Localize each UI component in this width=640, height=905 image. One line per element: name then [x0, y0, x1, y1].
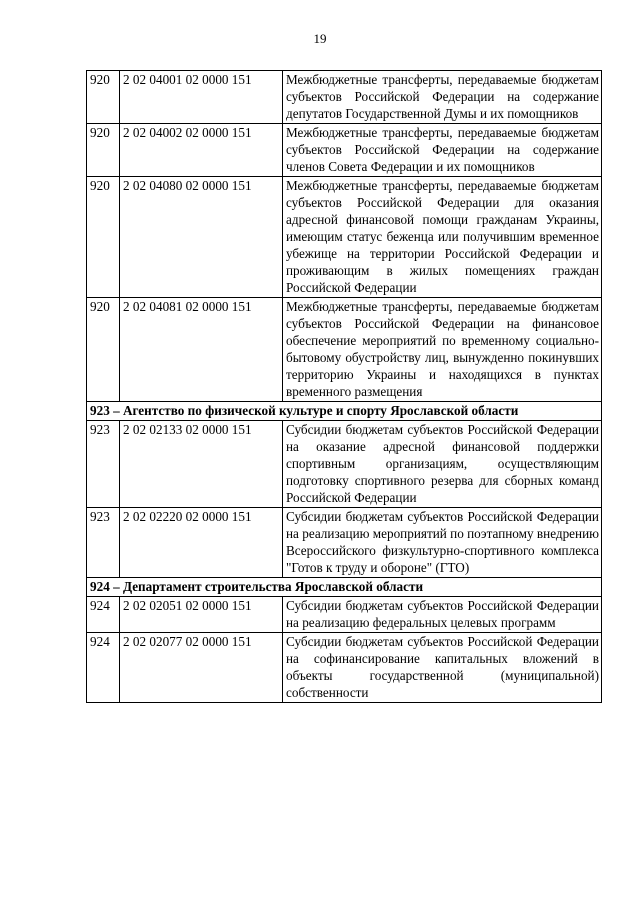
admin-code-cell: 923: [87, 508, 120, 578]
description-cell: Субсидии бюджетам субъектов Российской Федерации на софинансирование капитальных вложений в объекты государственной (муниципальной) собственности: [283, 633, 602, 703]
page-number: 19: [313, 31, 327, 46]
table-row: [87, 177, 602, 298]
table-row: [87, 124, 602, 177]
admin-code-cell: 920: [87, 177, 120, 298]
admin-code-cell: 920: [87, 71, 120, 124]
description-cell: Субсидии бюджетам субъектов Российской Федерации на реализацию федеральных целевых программ: [283, 597, 602, 633]
table-row: [87, 633, 602, 703]
section-header-row: [87, 578, 602, 597]
budget-code-cell: 2 02 02220 02 0000 151: [120, 508, 283, 578]
budget-code-cell: 2 02 04002 02 0000 151: [120, 124, 283, 177]
description-cell: Межбюджетные трансферты, передаваемые бюджетам субъектов Российской Федерации на содержание членов Совета Федерации и их помощников: [283, 124, 602, 177]
budget-code-cell: 2 02 02133 02 0000 151: [120, 421, 283, 508]
budget-classification-table: [86, 70, 602, 703]
description-cell: Межбюджетные трансферты, передаваемые бюджетам субъектов Российской Федерации на финансовое обеспечение мероприятий по временному социально-бытовому обустройству лиц, вынужденно покинувших территорию Украины и находящихся в пунктах временного размещения: [283, 298, 602, 402]
admin-code-cell: 920: [87, 298, 120, 402]
budget-code-cell: 2 02 04080 02 0000 151: [120, 177, 283, 298]
admin-code-cell: 924: [87, 597, 120, 633]
budget-code-cell: 2 02 02051 02 0000 151: [120, 597, 283, 633]
table-row: [87, 597, 602, 633]
table-row: [87, 298, 602, 402]
budget-code-cell: 2 02 02077 02 0000 151: [120, 633, 283, 703]
description-cell: Субсидии бюджетам субъектов Российской Федерации на оказание адресной финансовой поддержки спортивным организациям, осуществляющим подготовку спортивного резерва для сборных команд Российской Федерации: [283, 421, 602, 508]
table-row: [87, 71, 602, 124]
section-title: 924 – Департамент строительства Ярославской области: [87, 578, 602, 597]
section-header-row: [87, 402, 602, 421]
description-cell: Субсидии бюджетам субъектов Российской Федерации на реализацию мероприятий по поэтапному внедрению Всероссийского физкультурно-спортивного комплекса "Готов к труду и обороне" (ГТО): [283, 508, 602, 578]
admin-code-cell: 924: [87, 633, 120, 703]
budget-code-cell: 2 02 04081 02 0000 151: [120, 298, 283, 402]
section-title: 923 – Агентство по физической культуре и спорту Ярославской области: [87, 402, 602, 421]
table-row: [87, 508, 602, 578]
budget-code-cell: 2 02 04001 02 0000 151: [120, 71, 283, 124]
admin-code-cell: 923: [87, 421, 120, 508]
description-cell: Межбюджетные трансферты, передаваемые бюджетам субъектов Российской Федерации для оказания адресной финансовой помощи гражданам Украины, имеющим статус беженца или получившим временное убежище на территории Российской Федерации и проживающим в жилых помещениях граждан Российской Федерации: [283, 177, 602, 298]
description-cell: Межбюджетные трансферты, передаваемые бюджетам субъектов Российской Федерации на содержание депутатов Государственной Думы и их помощников: [283, 71, 602, 124]
admin-code-cell: 920: [87, 124, 120, 177]
table-row: [87, 421, 602, 508]
